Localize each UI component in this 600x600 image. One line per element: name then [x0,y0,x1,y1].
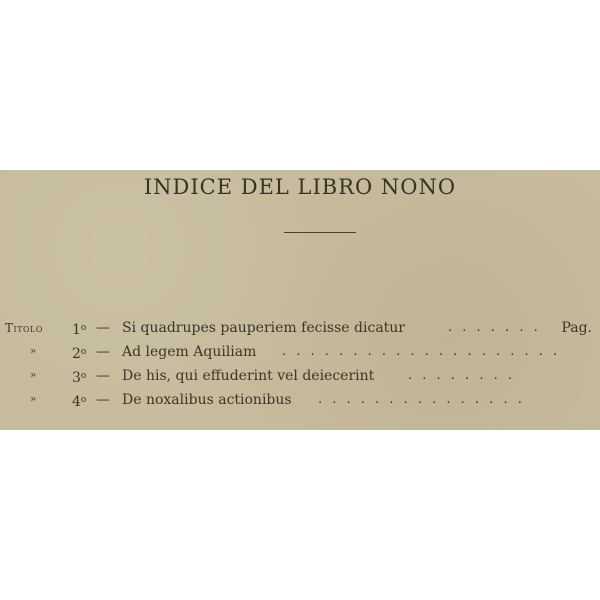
entry-number: 1$^o$ [72,322,87,338]
entry-dash: — [96,368,110,384]
entry-leader-dots: . . . . . . . [448,320,541,335]
entry-page-label: Pag. [561,320,592,336]
entry-leader-dots: . . . . . . . . [408,368,515,383]
entry-label: Titolo [5,321,43,335]
entry-label: » [30,370,37,381]
title-rule [284,232,356,233]
entry-number: 2$^o$ [72,346,87,362]
index-entry [0,364,600,388]
entry-title: De noxalibus actionibus [122,392,292,408]
index-title: INDICE DEL LIBRO NONO [143,175,457,199]
entry-dash: — [96,320,110,336]
entry-title: Si quadrupes pauperiem fecisse dicatur [122,320,406,336]
entry-title: Ad legem Aquiliam [122,344,257,360]
book-index-page [0,170,600,430]
entry-leader-dots: . . . . . . . . . . . . . . . [318,392,525,407]
entry-label: » [30,346,37,357]
entry-title: De his, qui effuderint vel deiecerint [122,368,375,384]
entry-dash: — [96,344,110,360]
index-entry [0,316,600,340]
entry-number: 3$^o$ [72,370,87,386]
entry-leader-dots: . . . . . . . . . . . . . . . . . . . . [282,344,561,359]
entry-dash: — [96,392,110,408]
entry-number: 4$^o$ [72,394,87,410]
index-entry [0,388,600,412]
index-entry [0,340,600,364]
entry-label: » [30,394,37,405]
